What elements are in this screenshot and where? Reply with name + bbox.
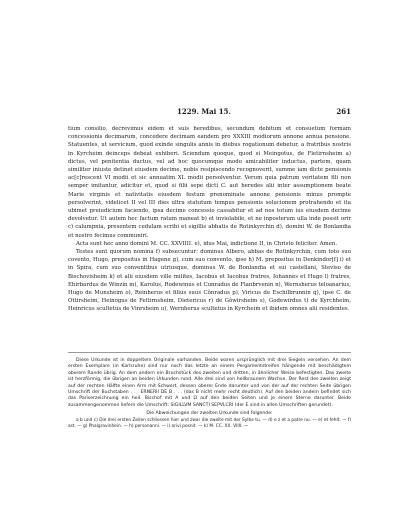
document-body [68,125,351,314]
footnote-variants: a b und c) Die drei ersten Zeilen schliessen hier und zwar die zweite mit der Sylbe tu. — d) e z et a patre nu. — e) et fehlt. — f) ast. — g) Phalgravinhein. — h) personanni. — i) orivi posnit. — k) M. CC. XX. VIIII. — [68,417,351,430]
page-header [68,107,351,117]
page-number: 261 [336,107,351,116]
footnotes [68,358,351,430]
body-paragraph-2: Acta sunt hec anno domini M. CC. XXVIIII. e), idus Mai, indictione II, in Christo feliciter. Amen. [76,240,338,247]
footnote-divider [68,352,351,353]
footnote-variants-heading: Die Abweichungen der zweiten Urkunde sind folgende: [146,411,273,417]
footnote-main: Diese Urkunde ist in doppeltem Originale vorhanden. Beide waren ursprünglich mit drei Siegeln versehen. An dem ersten Exemplare (in Karlsruhe) sind nur noch das letzte an einem Pergamentstreifen hängende mit beschädigtem oberem Rande übrig. An dem andern ein Bruchstück des zweiten und dritten, in ähnlicher Weise befestigten. Das zweite ist herzförmig, die übrigen an beiden Urkunden rund. Alle drei sind von hellbraunem Wachse. Der Rest des zweiten zeigt auf der rechten Hälfte einen Arm mit Schwert, dessen oberer Ende darunter und von der auf der rechten Seite übrigen Umschrift der Buchstaben . . . ERNERII DE B . . . (das B nicht mehr recht deutlich). Auf den beiden andern befindet sich das Pariserzeichnung ein heil. Bischof mit A und Ω auf den beiden Seiten und je einem Sterne darunter. Beide zusammengenommen liefern die Umschrift: SIGILLVM SANCTI SEPVLCRI (der E sind in allen Umschriften gerundet). [68,358,351,408]
body-paragraph-3: Testes sunt quorum nomina f) subsecuntur: dominus Albero, abbas de Rotinkyrchin, cum toto suo covento, Hugo, prepositus in Hagene g), cum suo convento, ipse h) M. prepositus in Denkindor[f] i) et in Spira, cum suo conventibus utriusque, dominus W. de Bonlandia et sui castellani, Steviso de Bischovisheim k) et alii eiusdem ville milites, Iacobus et Iacobus fratres, Iohannes et Hugo l) fratres, Ehirbardus de Winzin m), Karolus, Rodewinus et Cunradus de Flanbrvenin n), Wernsherus teloanarius, Hugo de Munsheim o), Reinherus et filius suus Cõnradus p), Viricus de Eschilbrunnin q), ipse C. de Ottirsheim, Heinogus de Feltirnsheim, Dietericus r) de Gôwirsheim s), Godewirdus t) de Kyrchheim, Heinricus scultetus de Vinrsheim u), Wernherus scultetus in Kyrcheim et ibidem omnes alii residentes. [68,249,351,313]
body-paragraph-1: tium consilio, decrevimus eidem et suis heredibus, secundum debitum et consuetum formam concessionis decimarum, concedere decimam eandem pro XXXIII modiorum annone annua pensione. Statuentes, ut servicium, quod exinde singulis annis in diebus rogationum debetur, a fratribus nostris in Kyrcheim deinceps debeat exhiberi. Sciendum quoque, quod si Meingotus, de Fletirnsheim a) dictus, vel penitentia ductus, vel ad hoc quocumque modo amicabiliter inductus, partem, quam similiter iniuste detinet eiusdem decime, nobis resipiscendo recognoverit, summe iam dicte pensionis ac[c]rescent VI modii et sic annuatim XL modii persolventur. Verum quia patrum veritatem fili non semper imitantur, adicitur et, quod si filii sepe dicti C. aut heredes alii inter assumptionem beate Marie virginis et nativitatis eiusdem festum prenominate annone pensionis minus prompte persolverint, videlicet II vel III dies ultra statutum tempus pensionis solucionem protrahendo et ita ubimet preiudicium faciendo, ipsa decime concessio cassabitur et ad nos totum ius eiusdem decime devolvetur. Ut autem hec factum ratum maneat b) et inviolabile, et ne inposterum ulla inde possit orir c) calumpnia, presentem cedulam scribi et sigillis abbatis de Rotinkyrchin d), domini W. de Bonlandia et nostro fecimus communiri. [68,126,351,239]
header-date: 1229. Mai 15. [177,107,231,116]
